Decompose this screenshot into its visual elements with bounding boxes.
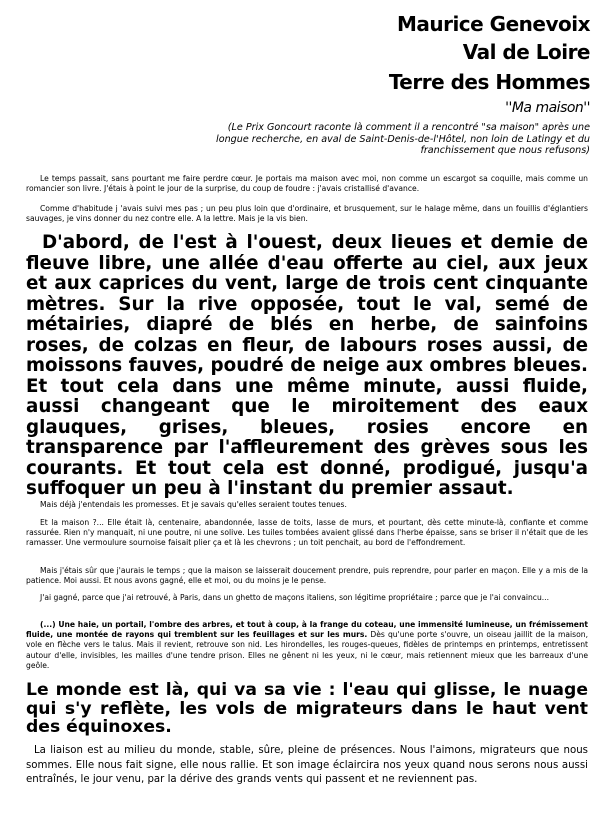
large-paragraph-2: Le monde est là, qui va sa vie : l'eau qui glisse, le nuage qui s'y reflète, les vols de migrateurs dans le haut vent des équinoxes. xyxy=(26,680,588,737)
paragraph-7-rest: Dès qu'une porte s'ouvre, un oiseau jaillit de la maison, vole en flèche vers le talus. Mais il revient, retrouve son nid. Les hirondelles, les rouges-queues, fidèles de printemps en printemps, entretissent autour d'elle, invisibles, les mailles d'une tendre prison. Elles ne gênent ni les yeux, ni le cœur, mais retiennent mieux que les barreaux d'une geôle. xyxy=(26,630,588,670)
title-terre-des-hommes: Terre des Hommes xyxy=(388,70,590,94)
intro-note: (Le Prix Goncourt raconte là comment il a rencontré "sa maison" après une longue recherche, en aval de Saint-Denis-de-l'Hôtel, non loin de Latingy et du franchissement que nous refusons) xyxy=(216,122,590,156)
paragraph-7 xyxy=(26,620,588,671)
paragraph-1: Le temps passait, sans pourtant me faire perdre cœur. Je portais ma maison avec moi, non comme un escargot sa coquille, mais comme un romancier son livre. J'étais à point le jour de la surprise, du coup de foudre : j'avais cristallisé d'avance. xyxy=(26,174,588,194)
paragraph-5: Mais j'étais sûr que j'aurais le temps ; que la maison se laisserait doucement prendre, puis reprendre, pour parler en maçon. Elle y a mis de la patience. Moi aussi. Et nous avons gagné, elle et moi, ou du moins je le pense. xyxy=(26,566,588,586)
title-val-de-loire: Val de Loire xyxy=(462,40,590,64)
paragraph-2: Comme d'habitude j 'avais suivi mes pas ; un peu plus loin que d'ordinaire, et brusquement, sur le halage même, dans un fouillis d'églantiers sauvages, je vins donner du nez contre elle. A la lettre. Mais je la vis bien. xyxy=(26,204,588,224)
author-name: Maurice Genevoix xyxy=(396,12,590,36)
large-paragraph-1: D'abord, de l'est à l'ouest, deux lieues et demie de fleuve libre, une allée d'eau offerte au ciel, aux jeux et aux caprices du vent, large de trois cent cinquante mètres. Sur la rive opposée, tout le val, semé de métairies, diapré de blés en herbe, de sainfoins roses, de colzas en fleur, de labours roses aussi, de moissons fauves, poudré de neige aux ombres bleues. Et tout cela dans une même minute, aussi fluide, aussi changeant que le miroitement des eaux glauques, grises, bleues, rosies encore en transparence par l'affleurement des grèves sous les courants. Et tout cela est donné, prodigué, jusqu'a suffoquer un peu à l'instant du premier assaut. xyxy=(26,232,588,499)
paragraph-3: Mais déjà j'entendais les promesses. Et je savais qu'elles seraient toutes tenues. xyxy=(40,500,347,509)
closing-paragraph: La liaison est au milieu du monde, stable, sûre, pleine de présences. Nous l'aimons, migrateurs que nous sommes. Elle nous fait signe, elle nous rallie. Et son image éclaircira nos yeux quand nous serons nous aussi entraînés, le jour venu, par la dérive des grands vents qui passent et ne reviennent pas. xyxy=(26,745,588,785)
paragraph-4: Et la maison ?... Elle était là, centenaire, abandonnée, lasse de toits, lasse de murs, et pourtant, dès cette minute-là, confiante et comme rassurée. Rien n'y manquait, ni une poutre, ni une solive. Les tuiles tombées avaient glissé dans l'herbe épaisse, sans se briser il n'était que de les ramasser. Une vermoulure sournoise faisait plier ça et là les chevrons ; un toit penchait, au bord de l'effondrement. xyxy=(26,518,588,548)
subtitle-ma-maison: ''Ma maison'' xyxy=(505,100,590,116)
paragraph-7-bold: (...) Une haie, un portail, l'ombre des arbres, et tout à coup, à la frange du coteau, une immensité lumineuse, un frémissement fluide, une montée de rayons qui tremblent sur les feuillages et sur les murs. xyxy=(26,620,588,640)
paragraph-6: J'ai gagné, parce que j'ai retrouvé, à Paris, dans un ghetto de maçons italiens, son légitime propriétaire ; parce que je l'ai convaincu... xyxy=(40,593,550,602)
